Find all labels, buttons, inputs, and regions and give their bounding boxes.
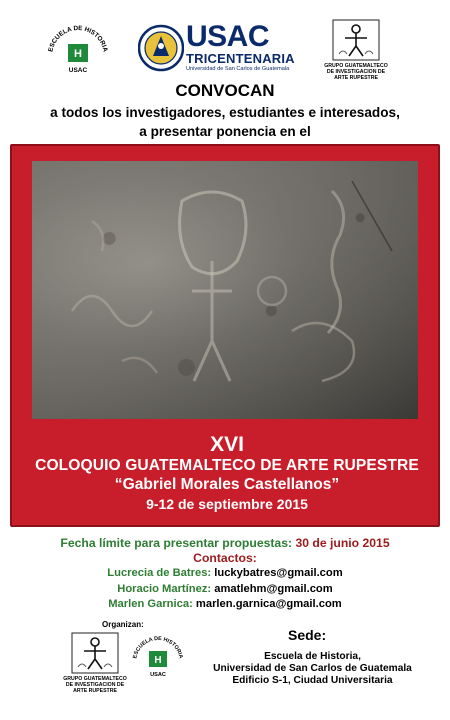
headline-line-2: a presentar ponencia en el — [139, 124, 311, 139]
usac-wordmark — [186, 20, 295, 73]
contact-email[interactable]: amatlehm@gmail.com — [214, 583, 333, 595]
event-honoree: “Gabriel Morales Castellanos” — [114, 476, 340, 493]
contact-item — [0, 597, 450, 612]
gia-logo-bottom — [62, 631, 128, 694]
event-banner — [10, 144, 440, 527]
gia-label-top: GRUPO GUATEMALTECO DE INVESTIGACION DE ARTE RUPESTRE — [324, 63, 388, 81]
contacts-title: Contactos: — [193, 551, 257, 565]
rock-art-photo — [32, 161, 418, 419]
contact-name: Horacio Martínez: — [117, 583, 212, 595]
deadline-date: 30 de junio 2015 — [295, 536, 390, 550]
escuela-historia-logo — [44, 22, 112, 78]
usac-seal-icon — [138, 22, 184, 74]
venue-line-2: Universidad de San Carlos de Guatemala — [213, 663, 412, 674]
historia-logo-sub-bottom: USAC — [150, 672, 166, 678]
svg-text:H: H — [154, 655, 162, 666]
headline-line-1: a todos los investigadores, estudiantes e interesados, — [50, 105, 400, 120]
historia-logo-text-bottom: ESCUELA DE HISTORIA — [132, 635, 184, 660]
venue-line-1: Escuela de Historia, — [264, 651, 361, 662]
usac-tricentenaria: TRICENTENARIA — [186, 51, 295, 66]
rupestre-figure-icon — [70, 631, 120, 675]
contact-item — [0, 566, 450, 581]
venue-line-3: Edificio S-1, Ciudad Universitaria — [232, 675, 393, 686]
deadline-label: Fecha límite para presentar propuestas: — [60, 536, 293, 550]
event-name: COLOQUIO GUATEMALTECO DE ARTE RUPESTRE — [35, 457, 419, 474]
contact-name: Lucrecia de Batres: — [107, 567, 212, 579]
historia-logo-sub: USAC — [68, 67, 88, 74]
event-dates: 9-12 de septiembre 2015 — [146, 496, 308, 512]
svg-text:H: H — [74, 48, 82, 60]
deadline — [0, 535, 450, 551]
contact-email[interactable]: luckybatres@gmail.com — [214, 567, 343, 579]
historia-logo-text: ESCUELA DE HISTORIA — [47, 24, 109, 53]
organizers-label: Organizan: — [102, 620, 144, 629]
contact-item — [0, 582, 450, 597]
gia-logo-top — [323, 18, 389, 81]
event-edition: XVI — [210, 433, 244, 456]
headline-title: CONVOCAN — [175, 81, 275, 100]
gia-label-bottom: GRUPO GUATEMALTECO DE INVESTIGACION DE ARTE RUPESTRE — [63, 676, 127, 694]
contact-email[interactable]: marlen.garnica@gmail.com — [195, 598, 342, 610]
usac-university: Universidad de San Carlos de Guatemala — [186, 66, 290, 72]
contact-name: Marlen Garnica: — [108, 598, 193, 610]
rupestre-figure-icon — [331, 18, 381, 62]
venue-title: Sede: — [288, 627, 327, 643]
escuela-historia-logo-bottom — [130, 632, 186, 680]
usac-name: USAC — [186, 20, 270, 53]
